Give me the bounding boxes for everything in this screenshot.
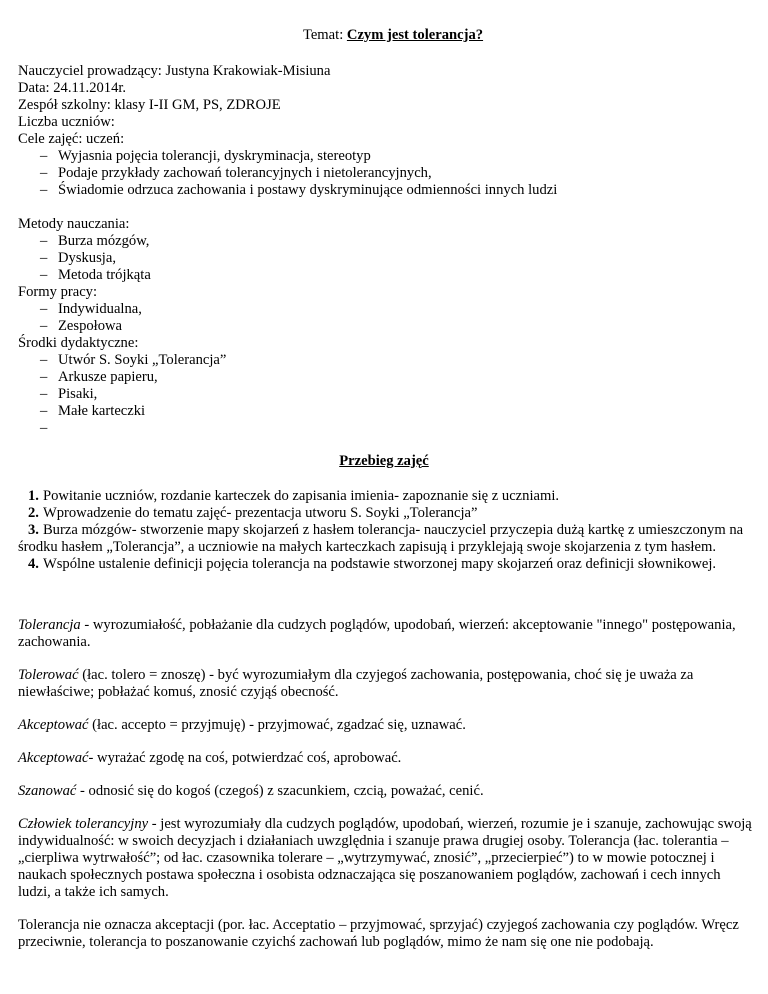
aid-item: – Pisaki, xyxy=(18,386,226,403)
aid-item: – Małe karteczki xyxy=(18,403,226,420)
aids-label: Środki dydaktyczne: xyxy=(18,335,139,351)
method-item: – Burza mózgów, xyxy=(18,233,226,250)
methods-label: Metody nauczania: xyxy=(18,216,130,232)
date-line: Data: 24.11.2014r. xyxy=(18,80,127,96)
step-number: 2. xyxy=(28,505,39,521)
closing-paragraph: Tolerancja nie oznacza akceptacji (por. łac. Acceptatio – przyjmować, sprzyjać) czyjegoś zachowania czy poglądów. Wręcz przeciwnie, tolerancja to poszanowanie czyichś zachowań lub poglądów, mimo że nam się one nie podobają. xyxy=(18,917,739,950)
forms-label: Formy pracy: xyxy=(18,284,98,300)
students-line: Liczba uczniów: xyxy=(18,114,115,130)
definition xyxy=(18,717,753,734)
aid-item-empty xyxy=(18,420,226,437)
definition-term: Akceptować xyxy=(18,717,89,733)
course-steps xyxy=(18,488,750,573)
definition-term: Człowiek tolerancyjny xyxy=(18,816,149,832)
step-item xyxy=(18,556,750,573)
definition-text: - wyrażać zgodę na coś, potwierdzać coś, aprobować. xyxy=(88,750,402,766)
definition xyxy=(18,816,753,901)
teacher-line: Nauczyciel prowadzący: Justyna Krakowiak-Misiuna xyxy=(18,63,331,79)
step-item xyxy=(18,505,750,522)
goals-label: Cele zajęć: uczeń: xyxy=(18,131,125,147)
definition-term: Tolerancja xyxy=(18,617,81,633)
step-number: 4. xyxy=(28,556,39,572)
definition xyxy=(18,750,753,767)
method-item: – Dyskusja, xyxy=(18,250,226,267)
step-number: 1. xyxy=(28,488,39,504)
topic-line xyxy=(18,27,768,44)
definition-term: Akceptować xyxy=(18,750,89,766)
aid-item: – Arkusze papieru, xyxy=(18,369,226,386)
definitions xyxy=(18,617,753,967)
goal-item: – Świadomie odrzuca zachowania i postawy dyskryminujące odmienności innych ludzi xyxy=(18,182,557,199)
topic-title: Czym jest tolerancja? xyxy=(346,27,484,43)
team-line: Zespół szkolny: klasy I-II GM, PS, ZDROJE xyxy=(18,97,281,113)
goal-item: – Wyjasnia pojęcia tolerancji, dyskryminacja, stereotyp xyxy=(18,148,557,165)
topic-prefix: Temat: xyxy=(302,27,347,43)
step-text: Powitanie uczniów, rozdanie karteczek do zapisania imienia- zapoznanie się z uczniami. xyxy=(42,488,560,504)
course-heading: Przebieg zajęć xyxy=(339,453,429,469)
definition-text: - odnosić się do kogoś (czegoś) z szacunkiem, czcią, poważać, cenić. xyxy=(76,783,484,799)
goal-item: – Podaje przykłady zachowań tolerancyjnych i nietolerancyjnych, xyxy=(18,165,557,182)
step-text: Wspólne ustalenie definicji pojęcia tolerancja na podstawie stworzonej mapy skojarzeń oraz definicji słownikowej. xyxy=(42,556,717,572)
step-item xyxy=(18,488,750,505)
definition xyxy=(18,667,753,701)
definition-term: Tolerować xyxy=(18,667,79,683)
definition xyxy=(18,617,753,651)
aid-item: – Utwór S. Soyki „Tolerancja” xyxy=(18,352,226,369)
form-item: – Indywidualna, xyxy=(18,301,226,318)
definition-term: Szanować xyxy=(18,783,77,799)
definition-text: - jest wyrozumiały dla cudzych poglądów, upodobań, wierzeń, rozumie je i szanuje, zachowując swoją indywidualność: w swoich decyzjach i działaniach uwzględnia i szanuje prawa drugiej osoby. Tolerancja (łac. tolerantia – „cierpliwa wytrwałość”; od łac. czasownika tolerare – „wytrzymywać, znosić”, „przecierpieć”) to w mowie potocznej i naukach społecznych postawa społeczna i osobista odznaczająca się poszanowaniem poglądów, zachowań i cech innych ludzi, a także ich samych. xyxy=(18,816,752,900)
step-text: Burza mózgów- stworzenie mapy skojarzeń z hasłem tolerancja- nauczyciel przyczepia dużą kartkę z umieszczonym na środku hasłem „Tolerancja”, a uczniowie na małych karteczkach zapisują i przyklejają swoje skojarzenia z tym hasłem. xyxy=(18,522,744,555)
method-item: – Metoda trójkąta xyxy=(18,267,226,284)
definition-text: (łac. accepto = przyjmuję) - przyjmować, zgadzać się, uznawać. xyxy=(88,717,466,733)
step-number: 3. xyxy=(28,522,39,538)
definition xyxy=(18,783,753,800)
step-item xyxy=(18,522,750,556)
definition-text: - wyrozumiałość, pobłażanie dla cudzych poglądów, upodobań, wierzeń: akceptowanie "innego" postępowania, zachowania. xyxy=(18,617,736,650)
step-text: Wprowadzenie do tematu zajęć- prezentacja utworu S. Soyki „Tolerancja” xyxy=(42,505,478,521)
form-item: – Zespołowa xyxy=(18,318,226,335)
definition-text: (łac. tolero = znoszę) - być wyrozumiałym dla czyjegoś zachowania, postępowania, choć się je uważa za niewłaściwe; pobłażać komuś, znosić czyjąś obecność. xyxy=(18,667,694,700)
lesson-resources xyxy=(18,216,226,437)
lesson-meta xyxy=(18,63,557,199)
